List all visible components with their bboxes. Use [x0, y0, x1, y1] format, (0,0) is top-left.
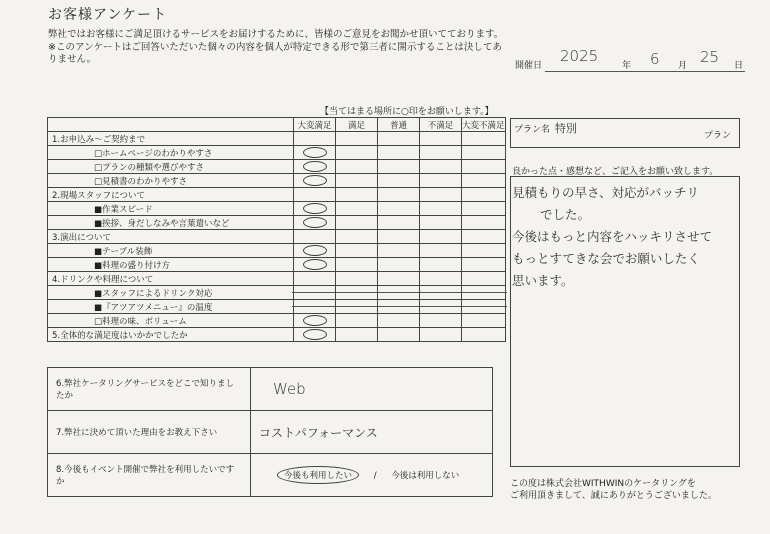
- rating-cell: [294, 272, 336, 286]
- rating-cell[interactable]: [336, 244, 378, 258]
- strike-line: [460, 306, 507, 307]
- rating-cell[interactable]: [462, 160, 506, 174]
- row-label: □料理の味、ボリューム: [48, 314, 294, 328]
- option-separator: /: [373, 471, 377, 481]
- question-row-8: [48, 454, 493, 497]
- rating-cell[interactable]: [462, 258, 506, 272]
- row-label: ■挨拶、身だしなみや言葉遣いなど: [48, 216, 294, 230]
- rating-cell[interactable]: [420, 216, 462, 230]
- rating-cell[interactable]: [294, 328, 336, 342]
- rating-cell[interactable]: [336, 146, 378, 160]
- comments-label: 良かった点・感想など、ご記入をお願い致します。: [512, 167, 719, 177]
- rating-cell[interactable]: [294, 300, 336, 314]
- rating-cell[interactable]: [336, 160, 378, 174]
- answer-field[interactable]: [251, 368, 493, 411]
- table-row: [48, 174, 506, 188]
- rating-cell[interactable]: [294, 314, 336, 328]
- rating-cell[interactable]: [462, 300, 506, 314]
- column-header: 大変満足: [294, 118, 336, 132]
- strike-line: [376, 292, 421, 293]
- rating-cell[interactable]: [420, 328, 462, 342]
- rating-cell[interactable]: [462, 174, 506, 188]
- column-header: 満足: [336, 118, 378, 132]
- rating-cell[interactable]: [420, 258, 462, 272]
- rating-cell[interactable]: [336, 328, 378, 342]
- rating-cell[interactable]: [336, 258, 378, 272]
- day-unit: 日: [734, 61, 744, 71]
- intro-line-1: 弊社ではお客様にご満足頂けるサービスをお届けするために、皆様のご意見をお聞かせ頂いてております。: [48, 29, 504, 40]
- thanks-message: [510, 478, 717, 502]
- rating-cell[interactable]: [294, 146, 336, 160]
- strike-line: [292, 306, 337, 307]
- row-label: ■料理の盛り付け方: [48, 258, 294, 272]
- rating-cell[interactable]: [294, 202, 336, 216]
- circle-mark: [303, 315, 327, 326]
- table-row: [48, 132, 506, 146]
- comment-line: でした。: [540, 207, 591, 222]
- rating-cell[interactable]: [378, 244, 420, 258]
- row-label: 1.お申込み～ご契約まで: [48, 132, 294, 146]
- rating-cell[interactable]: [420, 146, 462, 160]
- row-label: □見積書のわかりやすさ: [48, 174, 294, 188]
- answer-text: コストパフォーマンス: [259, 425, 378, 440]
- rating-cell: [378, 132, 420, 146]
- rating-cell: [336, 272, 378, 286]
- circle-mark: [303, 259, 327, 270]
- thanks-line-1: この度は株式会社WITHWINのケータリングを: [510, 479, 696, 489]
- option-yes[interactable]: 今後も利用したい: [277, 466, 359, 484]
- column-header: 普通: [378, 118, 420, 132]
- rating-cell: [462, 132, 506, 146]
- circle-mark: [303, 147, 327, 158]
- satisfaction-table: [47, 117, 506, 342]
- question-label: 7.弊社に決めて頂いた理由をお教え下さい: [48, 411, 251, 454]
- row-label: ■『アツアツメニュー』の温度: [48, 300, 294, 314]
- row-label: □プランの種類や選びやすさ: [48, 160, 294, 174]
- circle-mark: [303, 203, 327, 214]
- table-row: [48, 230, 506, 244]
- rating-cell: [336, 230, 378, 244]
- rating-cell[interactable]: [294, 258, 336, 272]
- table-header-row: [48, 118, 506, 132]
- rating-cell[interactable]: [336, 286, 378, 300]
- year-unit: 年: [622, 61, 632, 71]
- rating-cell[interactable]: [462, 286, 506, 300]
- rating-cell: [378, 230, 420, 244]
- question-row-6: [48, 368, 493, 411]
- rating-cell[interactable]: [420, 174, 462, 188]
- table-row: [48, 202, 506, 216]
- circle-mark: [303, 329, 327, 340]
- row-label: 2.現場スタッフについて: [48, 188, 294, 202]
- rating-cell[interactable]: [378, 286, 420, 300]
- strike-line: [292, 292, 337, 293]
- comments-text: [512, 182, 737, 292]
- table-row: [48, 160, 506, 174]
- table-row: [48, 328, 506, 342]
- date-year[interactable]: 2025: [560, 47, 599, 65]
- rating-cell[interactable]: [378, 174, 420, 188]
- rating-cell[interactable]: [462, 314, 506, 328]
- table-row: [48, 286, 506, 300]
- thanks-line-2: ご利用頂きまして、誠にありがとうございました。: [510, 491, 717, 501]
- comment-line: 思います。: [512, 273, 574, 288]
- plan-label: プラン名: [514, 125, 551, 135]
- rating-cell[interactable]: [336, 216, 378, 230]
- date-month[interactable]: 6: [650, 50, 660, 68]
- intro-line-2: ※このアンケートはご回答いただいた個々の内容を個人が特定できる形で第三者に開示することは決してありません。: [48, 41, 502, 65]
- table-row: [48, 314, 506, 328]
- answer-field[interactable]: [251, 411, 493, 454]
- table-row: [48, 188, 506, 202]
- question-label: 8.今後もイベント開催で弊社を利用したいですか: [48, 454, 251, 497]
- column-header: 大変不満足: [462, 118, 506, 132]
- rating-cell[interactable]: [462, 244, 506, 258]
- comment-line: 見積もりの早さ、対応がバッチリ: [512, 185, 700, 200]
- table-row: [48, 146, 506, 160]
- rating-cell[interactable]: [294, 160, 336, 174]
- date-day[interactable]: 25: [700, 48, 720, 66]
- rating-cell[interactable]: [462, 202, 506, 216]
- plan-value: 特別: [554, 122, 577, 135]
- table-row: [48, 244, 506, 258]
- rating-cell[interactable]: [378, 258, 420, 272]
- intro-text: [48, 29, 508, 67]
- rating-cell: [378, 188, 420, 202]
- question-row-7: [48, 411, 493, 454]
- rating-cell[interactable]: [336, 202, 378, 216]
- rating-cell[interactable]: [378, 202, 420, 216]
- row-label: ■スタッフによるドリンク対応: [48, 286, 294, 300]
- rating-cell: [294, 132, 336, 146]
- strike-line: [460, 292, 507, 293]
- rating-cell[interactable]: [378, 300, 420, 314]
- date-label: 開催日: [515, 61, 543, 71]
- row-label: ■作業スピード: [48, 202, 294, 216]
- month-unit: 月: [678, 61, 688, 71]
- rating-cell: [294, 188, 336, 202]
- row-label: 5.全体的な満足度はいかかでしたか: [48, 328, 294, 342]
- rating-cell: [420, 230, 462, 244]
- column-header: 不満足: [420, 118, 462, 132]
- row-label: ■テーブル装飾: [48, 244, 294, 258]
- rating-cell[interactable]: [420, 300, 462, 314]
- rating-cell: [336, 188, 378, 202]
- strike-line: [418, 292, 463, 293]
- row-label: 4.ドリンクや料理について: [48, 272, 294, 286]
- rating-cell[interactable]: [420, 244, 462, 258]
- option-no[interactable]: 今後は利用しない: [391, 471, 460, 481]
- circle-mark: [303, 245, 327, 256]
- rating-cell[interactable]: [378, 328, 420, 342]
- strike-line: [418, 306, 463, 307]
- strike-line: [376, 306, 421, 307]
- row-label: □ホームページのわかりやすさ: [48, 146, 294, 160]
- rating-cell[interactable]: [336, 314, 378, 328]
- rating-cell[interactable]: [378, 146, 420, 160]
- rating-cell[interactable]: [462, 216, 506, 230]
- plan-name: [514, 120, 577, 136]
- comment-line: 今後はもっと内容をハッキリさせて: [512, 229, 713, 244]
- rating-cell: [336, 132, 378, 146]
- rating-cell: [462, 272, 506, 286]
- rating-cell[interactable]: [462, 328, 506, 342]
- rating-cell[interactable]: [378, 160, 420, 174]
- rating-cell[interactable]: [294, 286, 336, 300]
- page-title: お客様アンケート: [48, 7, 168, 23]
- rating-cell[interactable]: [336, 300, 378, 314]
- rating-cell[interactable]: [462, 146, 506, 160]
- date-underline: [545, 71, 745, 72]
- rating-cell[interactable]: [294, 244, 336, 258]
- rating-cell: [462, 188, 506, 202]
- rating-cell[interactable]: [420, 286, 462, 300]
- answer-options: [251, 454, 493, 497]
- table-row: [48, 216, 506, 230]
- strike-line: [334, 306, 379, 307]
- row-label: 3.演出について: [48, 230, 294, 244]
- circle-mark: [303, 217, 327, 228]
- survey-instruction: 【当てはまる場所に○印をお願いします。】: [320, 107, 494, 117]
- plan-suffix: プラン: [704, 131, 732, 141]
- rating-cell[interactable]: [336, 174, 378, 188]
- header-blank: [48, 118, 294, 132]
- rating-cell: [294, 230, 336, 244]
- rating-cell: [378, 272, 420, 286]
- rating-cell[interactable]: [378, 314, 420, 328]
- table-row: [48, 258, 506, 272]
- rating-cell[interactable]: [420, 314, 462, 328]
- strike-line: [334, 292, 379, 293]
- rating-cell: [420, 272, 462, 286]
- rating-cell: [420, 132, 462, 146]
- circle-mark: [303, 161, 327, 172]
- questions-table: [47, 367, 493, 497]
- comment-line: もっとすてきな会でお願いしたく: [512, 251, 700, 266]
- table-row: [48, 300, 506, 314]
- table-row: [48, 272, 506, 286]
- rating-cell: [462, 230, 506, 244]
- rating-cell[interactable]: [420, 202, 462, 216]
- rating-cell[interactable]: [378, 216, 420, 230]
- rating-cell[interactable]: [420, 160, 462, 174]
- question-label: 6.弊社ケータリングサービスをどこで知りましたか: [48, 368, 251, 411]
- rating-cell: [420, 188, 462, 202]
- rating-cell[interactable]: [294, 216, 336, 230]
- rating-cell[interactable]: [294, 174, 336, 188]
- answer-text: Web: [273, 380, 306, 398]
- circle-mark: [303, 175, 327, 186]
